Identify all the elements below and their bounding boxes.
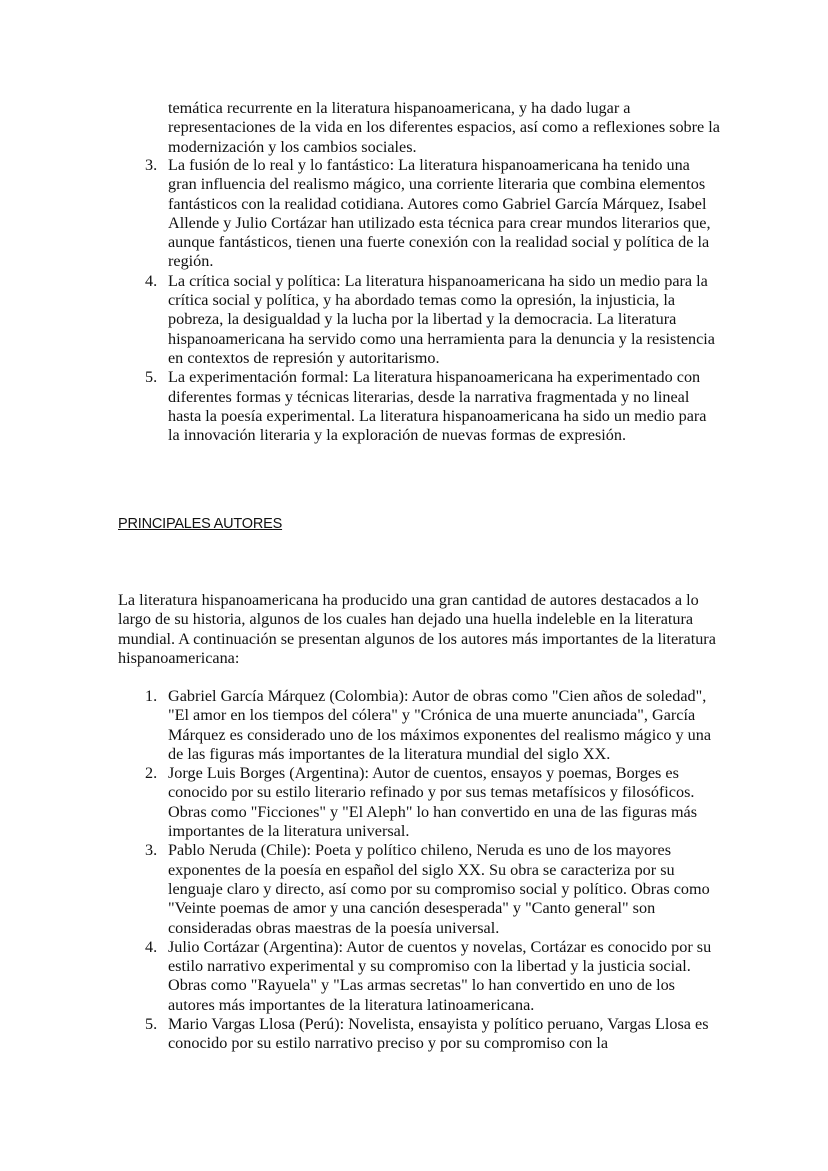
list-item-text: La fusión de lo real y lo fantástico: La literatura hispanoamericana ha tenido una gran influencia del realismo mágico, una corriente literaria que combina elementos fantásticos con la realidad cotidiana. Autores como Gabriel García Márquez, Isabel Allende y Julio Cortázar han utilizado esta técnica para crear mundos literarios que, aunque fantásticos, tienen una fuerte conexión con la realidad social y política de la región. <box>168 156 711 271</box>
list-item-text: Jorge Luis Borges (Argentina): Autor de cuentos, ensayos y poemas, Borges es conocido por su estilo literario refinado y por sus temas metafísicos y filosóficos. Obras como "Ficciones" y "El Aleph" lo han convertido en una de las figuras más importantes de la literatura universal. <box>168 764 698 841</box>
list-item-text: Gabriel García Márquez (Colombia): Autor de obras como "Cien años de soledad", "El amor en los tiempos del cólera" y "Crónica de una muerte anunciada", García Márquez es considerado uno de los máximos exponentes del realismo mágico y una de las figuras más importantes de la literatura mundial del siglo XX. <box>168 687 712 763</box>
list-item <box>118 841 718 937</box>
intro-paragraph: La literatura hispanoamericana ha producido una gran cantidad de autores destacados a lo largo de su historia, algunos de los cuales han dejado una huella indeleble en la literatura mundial. A continuación se presentan algunos de los autores más importantes de la literatura hispanoamericana: <box>118 591 716 667</box>
section-heading: PRINCIPALES AUTORES <box>118 516 283 532</box>
characteristics-list <box>118 156 718 445</box>
list-item <box>118 156 718 272</box>
list-number: 3. <box>145 841 158 860</box>
list-item <box>118 938 718 1015</box>
list-item <box>118 272 718 368</box>
list-item <box>118 764 718 841</box>
list-number: 4. <box>145 937 158 956</box>
authors-list <box>118 687 718 1054</box>
list-item-text: Mario Vargas Llosa (Perú): Novelista, ensayista y político peruano, Vargas Llosa es conocido por su estilo narrativo preciso y por su compromiso con la <box>168 1015 709 1053</box>
list-item-text: La crítica social y política: La literatura hispanoamericana ha sido un medio para la crítica social y política, y ha abordado temas como la opresión, la injusticia, la pobreza, la desigualdad y la lucha por la libertad y la democracia. La literatura hispanoamericana ha servido como una herramienta para la denuncia y la resistencia en contextos de represión y autoritarismo. <box>168 271 715 367</box>
list-item-continuation: temática recurrente en la literatura hispanoamericana, y ha dado lugar a representaciones de la vida en los diferentes espacios, así como a reflexiones sobre la modernización y los cambios sociales. <box>168 99 720 156</box>
list-item <box>118 368 718 445</box>
list-number: 1. <box>145 687 158 705</box>
list-item-text: Pablo Neruda (Chile): Poeta y político chileno, Neruda es uno de los mayores exponentes de la poesía en español del siglo XX. Su obra se caracteriza por su lenguaje claro y directo, así como por su compromiso social y político. Obras como "Veinte poemas de amor y una canción desesperada" y "Canto general" son consideradas obras maestras de la poesía universal. <box>168 841 710 937</box>
list-item-text: Julio Cortázar (Argentina): Autor de cuentos y novelas, Cortázar es conocido por su estilo narrativo experimental y su compromiso con la libertad y la justicia social. Obras como "Rayuela" y "Las armas secretas" lo han convertido en uno de los autores más importantes de la literatura latinoamericana. <box>168 937 712 1014</box>
list-number: 2. <box>145 764 158 783</box>
list-item <box>118 1015 718 1054</box>
list-item-text: La experimentación formal: La literatura hispanoamericana ha experimentado con diferentes formas y técnicas literarias, desde la narrativa fragmentada y no lineal hasta la poesía experimental. La literatura hispanoamericana ha sido un medio para la innovación literaria y la exploración de nuevas formas de expresión. <box>168 368 707 445</box>
list-item <box>118 687 718 764</box>
list-number: 5. <box>145 368 158 387</box>
list-number: 3. <box>145 156 158 174</box>
list-number: 4. <box>145 271 158 290</box>
list-number: 5. <box>145 1015 158 1034</box>
